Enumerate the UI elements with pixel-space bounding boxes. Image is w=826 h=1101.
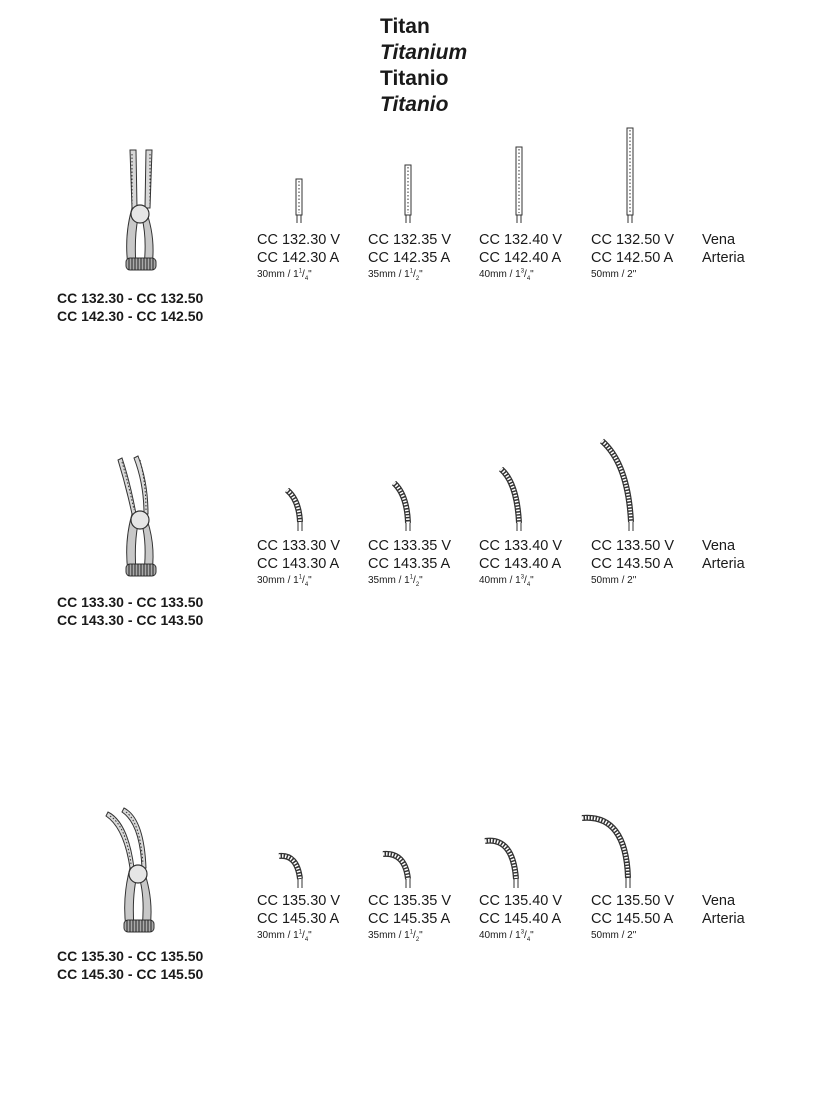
size-sep: / [395, 269, 405, 280]
size-mm: 50mm [591, 575, 619, 586]
variant-label-40 [479, 537, 562, 589]
variant-label-35 [368, 537, 451, 589]
code-range-line-1: CC 132.30 - CC 132.50 [57, 290, 204, 306]
jaw-strongly-curved-40mm [483, 835, 523, 889]
size-den: 4 [526, 276, 531, 282]
arteria-code: CC 145.30 A [257, 911, 340, 927]
jaw-strongly-curved-30mm [277, 851, 307, 889]
vena-code: CC 135.35 V [368, 893, 452, 909]
variant-label-35 [368, 892, 451, 944]
catalog-title-block [380, 14, 467, 118]
legend-vena: Vena [702, 232, 736, 248]
size-tail: " [308, 269, 312, 280]
variant-label-35 [368, 231, 451, 283]
code-range [57, 947, 203, 983]
vessel-legend [702, 537, 745, 573]
vena-code: CC 133.50 V [591, 538, 675, 554]
size-mm: 35mm [368, 269, 396, 280]
size-mm: 50mm [591, 269, 619, 280]
jaw-straight-40mm [513, 146, 525, 224]
jaw-strongly-curved-50mm [580, 812, 636, 889]
size-whole: 1 [404, 269, 410, 280]
arteria-code: CC 143.30 A [257, 556, 340, 572]
jaw-slightly-curved-50mm [598, 438, 638, 532]
size-num: 1 [409, 929, 414, 936]
title-line-2: Titanium [380, 41, 468, 64]
vena-code: CC 132.40 V [479, 232, 563, 248]
arteria-code: CC 142.40 A [479, 250, 562, 266]
size-tail: " [419, 269, 423, 280]
arteria-code: CC 142.30 A [257, 250, 340, 266]
arteria-code: CC 145.35 A [368, 911, 451, 927]
size-sep: / [618, 930, 628, 941]
size-mm: 35mm [368, 575, 396, 586]
size-tail: " [419, 575, 423, 586]
variant-label-30 [257, 537, 340, 589]
clamp-illustration-strongly-curved [102, 806, 168, 946]
size-sep: / [395, 575, 405, 586]
size-label: $40mm / 1^3/_4$" [479, 574, 534, 588]
size-den: 4 [304, 582, 309, 588]
size-whole: 1 [515, 269, 521, 280]
size-sep: / [284, 575, 294, 586]
size-mm: 40mm [479, 269, 507, 280]
size-mm: 30mm [257, 575, 285, 586]
size-den: 4 [526, 937, 531, 943]
legend-arteria: Arteria [702, 250, 745, 266]
size-num: 3 [520, 574, 525, 581]
vena-code: CC 132.50 V [591, 232, 675, 248]
arteria-code: CC 143.40 A [479, 556, 562, 572]
size-label: $30mm / 1^1/_4$" [257, 574, 312, 588]
size-mm: 50mm [591, 930, 619, 941]
size-tail: " [530, 269, 534, 280]
size-den: 2 [415, 276, 420, 282]
size-sep: / [506, 575, 516, 586]
vena-code: CC 133.30 V [257, 538, 341, 554]
variant-label-50 [591, 231, 674, 283]
title-line-1: Titan [380, 15, 430, 38]
size-sep: / [284, 930, 294, 941]
size-tail: " [308, 575, 312, 586]
size-whole: 1 [293, 575, 299, 586]
size-label [591, 928, 674, 944]
size-whole: 1 [293, 930, 299, 941]
title-line-4: Titanio [380, 93, 449, 116]
size-mm: 35mm [368, 930, 396, 941]
size-label [591, 267, 674, 283]
vena-code: CC 132.30 V [257, 232, 341, 248]
variant-label-50 [591, 537, 674, 589]
vena-code: CC 135.30 V [257, 893, 341, 909]
size-label: $35mm / 1^1/_2$" [368, 929, 423, 943]
arteria-code: CC 145.50 A [591, 911, 674, 927]
arteria-code: CC 142.50 A [591, 250, 674, 266]
arteria-code: CC 142.35 A [368, 250, 451, 266]
variant-label-30 [257, 892, 340, 944]
size-label: $30mm / 1^1/_4$" [257, 268, 312, 282]
vena-code: CC 135.50 V [591, 893, 675, 909]
size-mm: 40mm [479, 930, 507, 941]
arteria-code: CC 145.40 A [479, 911, 562, 927]
size-sep: / [395, 930, 405, 941]
size-label: $40mm / 1^3/_4$" [479, 268, 534, 282]
size-tail: " [419, 930, 423, 941]
size-whole: 1 [515, 575, 521, 586]
size-den: 4 [526, 582, 531, 588]
jaw-slightly-curved-40mm [497, 467, 525, 532]
legend-vena: Vena [702, 538, 736, 554]
size-den: 2 [415, 582, 420, 588]
size-sep: / [618, 575, 628, 586]
size-mm: 30mm [257, 930, 285, 941]
size-sep: / [618, 269, 628, 280]
size-whole: 1 [293, 269, 299, 280]
jaw-slightly-curved-30mm [283, 488, 307, 532]
size-num: 1 [298, 268, 303, 275]
size-mm: 40mm [479, 575, 507, 586]
size-num: 1 [409, 268, 414, 275]
size-whole: 1 [404, 575, 410, 586]
jaw-straight-50mm [624, 127, 636, 224]
vena-code: CC 133.40 V [479, 538, 563, 554]
size-whole: 1 [515, 930, 521, 941]
size-num: 1 [409, 574, 414, 581]
size-whole: 2" [627, 575, 637, 586]
jaw-strongly-curved-35mm [381, 849, 415, 889]
size-tail: " [308, 930, 312, 941]
size-num: 3 [520, 268, 525, 275]
size-tail: " [530, 930, 534, 941]
legend-arteria: Arteria [702, 911, 745, 927]
size-whole: 1 [404, 930, 410, 941]
clamp-illustration-slightly-curved [108, 452, 168, 590]
code-range-line-1: CC 133.30 - CC 133.50 [57, 594, 204, 610]
vessel-legend [702, 231, 745, 267]
legend-vena: Vena [702, 893, 736, 909]
vena-code: CC 132.35 V [368, 232, 452, 248]
size-den: 2 [415, 937, 420, 943]
vessel-legend [702, 892, 745, 928]
size-num: 1 [298, 574, 303, 581]
size-num: 1 [298, 929, 303, 936]
size-tail: " [530, 575, 534, 586]
arteria-code: CC 143.50 A [591, 556, 674, 572]
size-den: 4 [304, 937, 309, 943]
jaw-straight-35mm [402, 164, 414, 224]
size-label: $35mm / 1^1/_2$" [368, 268, 423, 282]
size-sep: / [506, 269, 516, 280]
size-num: 3 [520, 929, 525, 936]
size-label: $40mm / 1^3/_4$" [479, 929, 534, 943]
code-range-line-2: CC 143.30 - CC 143.50 [57, 612, 204, 628]
title-line-3: Titanio [380, 67, 449, 90]
legend-arteria: Arteria [702, 556, 745, 572]
jaw-straight-30mm [293, 178, 305, 224]
variant-label-50 [591, 892, 674, 944]
size-whole: 2" [627, 269, 637, 280]
code-range-line-1: CC 135.30 - CC 135.50 [57, 948, 204, 964]
size-mm: 30mm [257, 269, 285, 280]
size-label [591, 573, 674, 589]
code-range-line-2: CC 145.30 - CC 145.50 [57, 966, 204, 982]
size-whole: 2" [627, 930, 637, 941]
code-range [57, 289, 203, 325]
size-den: 4 [304, 276, 309, 282]
code-range [57, 593, 203, 629]
variant-label-40 [479, 892, 562, 944]
jaw-slightly-curved-35mm [390, 481, 414, 532]
size-sep: / [284, 269, 294, 280]
size-sep: / [506, 930, 516, 941]
variant-label-40 [479, 231, 562, 283]
arteria-code: CC 143.35 A [368, 556, 451, 572]
size-label: $30mm / 1^1/_4$" [257, 929, 312, 943]
size-label: $35mm / 1^1/_2$" [368, 574, 423, 588]
clamp-illustration-straight [108, 146, 168, 284]
code-range-line-2: CC 142.30 - CC 142.50 [57, 308, 204, 324]
vena-code: CC 133.35 V [368, 538, 452, 554]
variant-label-30 [257, 231, 340, 283]
vena-code: CC 135.40 V [479, 893, 563, 909]
